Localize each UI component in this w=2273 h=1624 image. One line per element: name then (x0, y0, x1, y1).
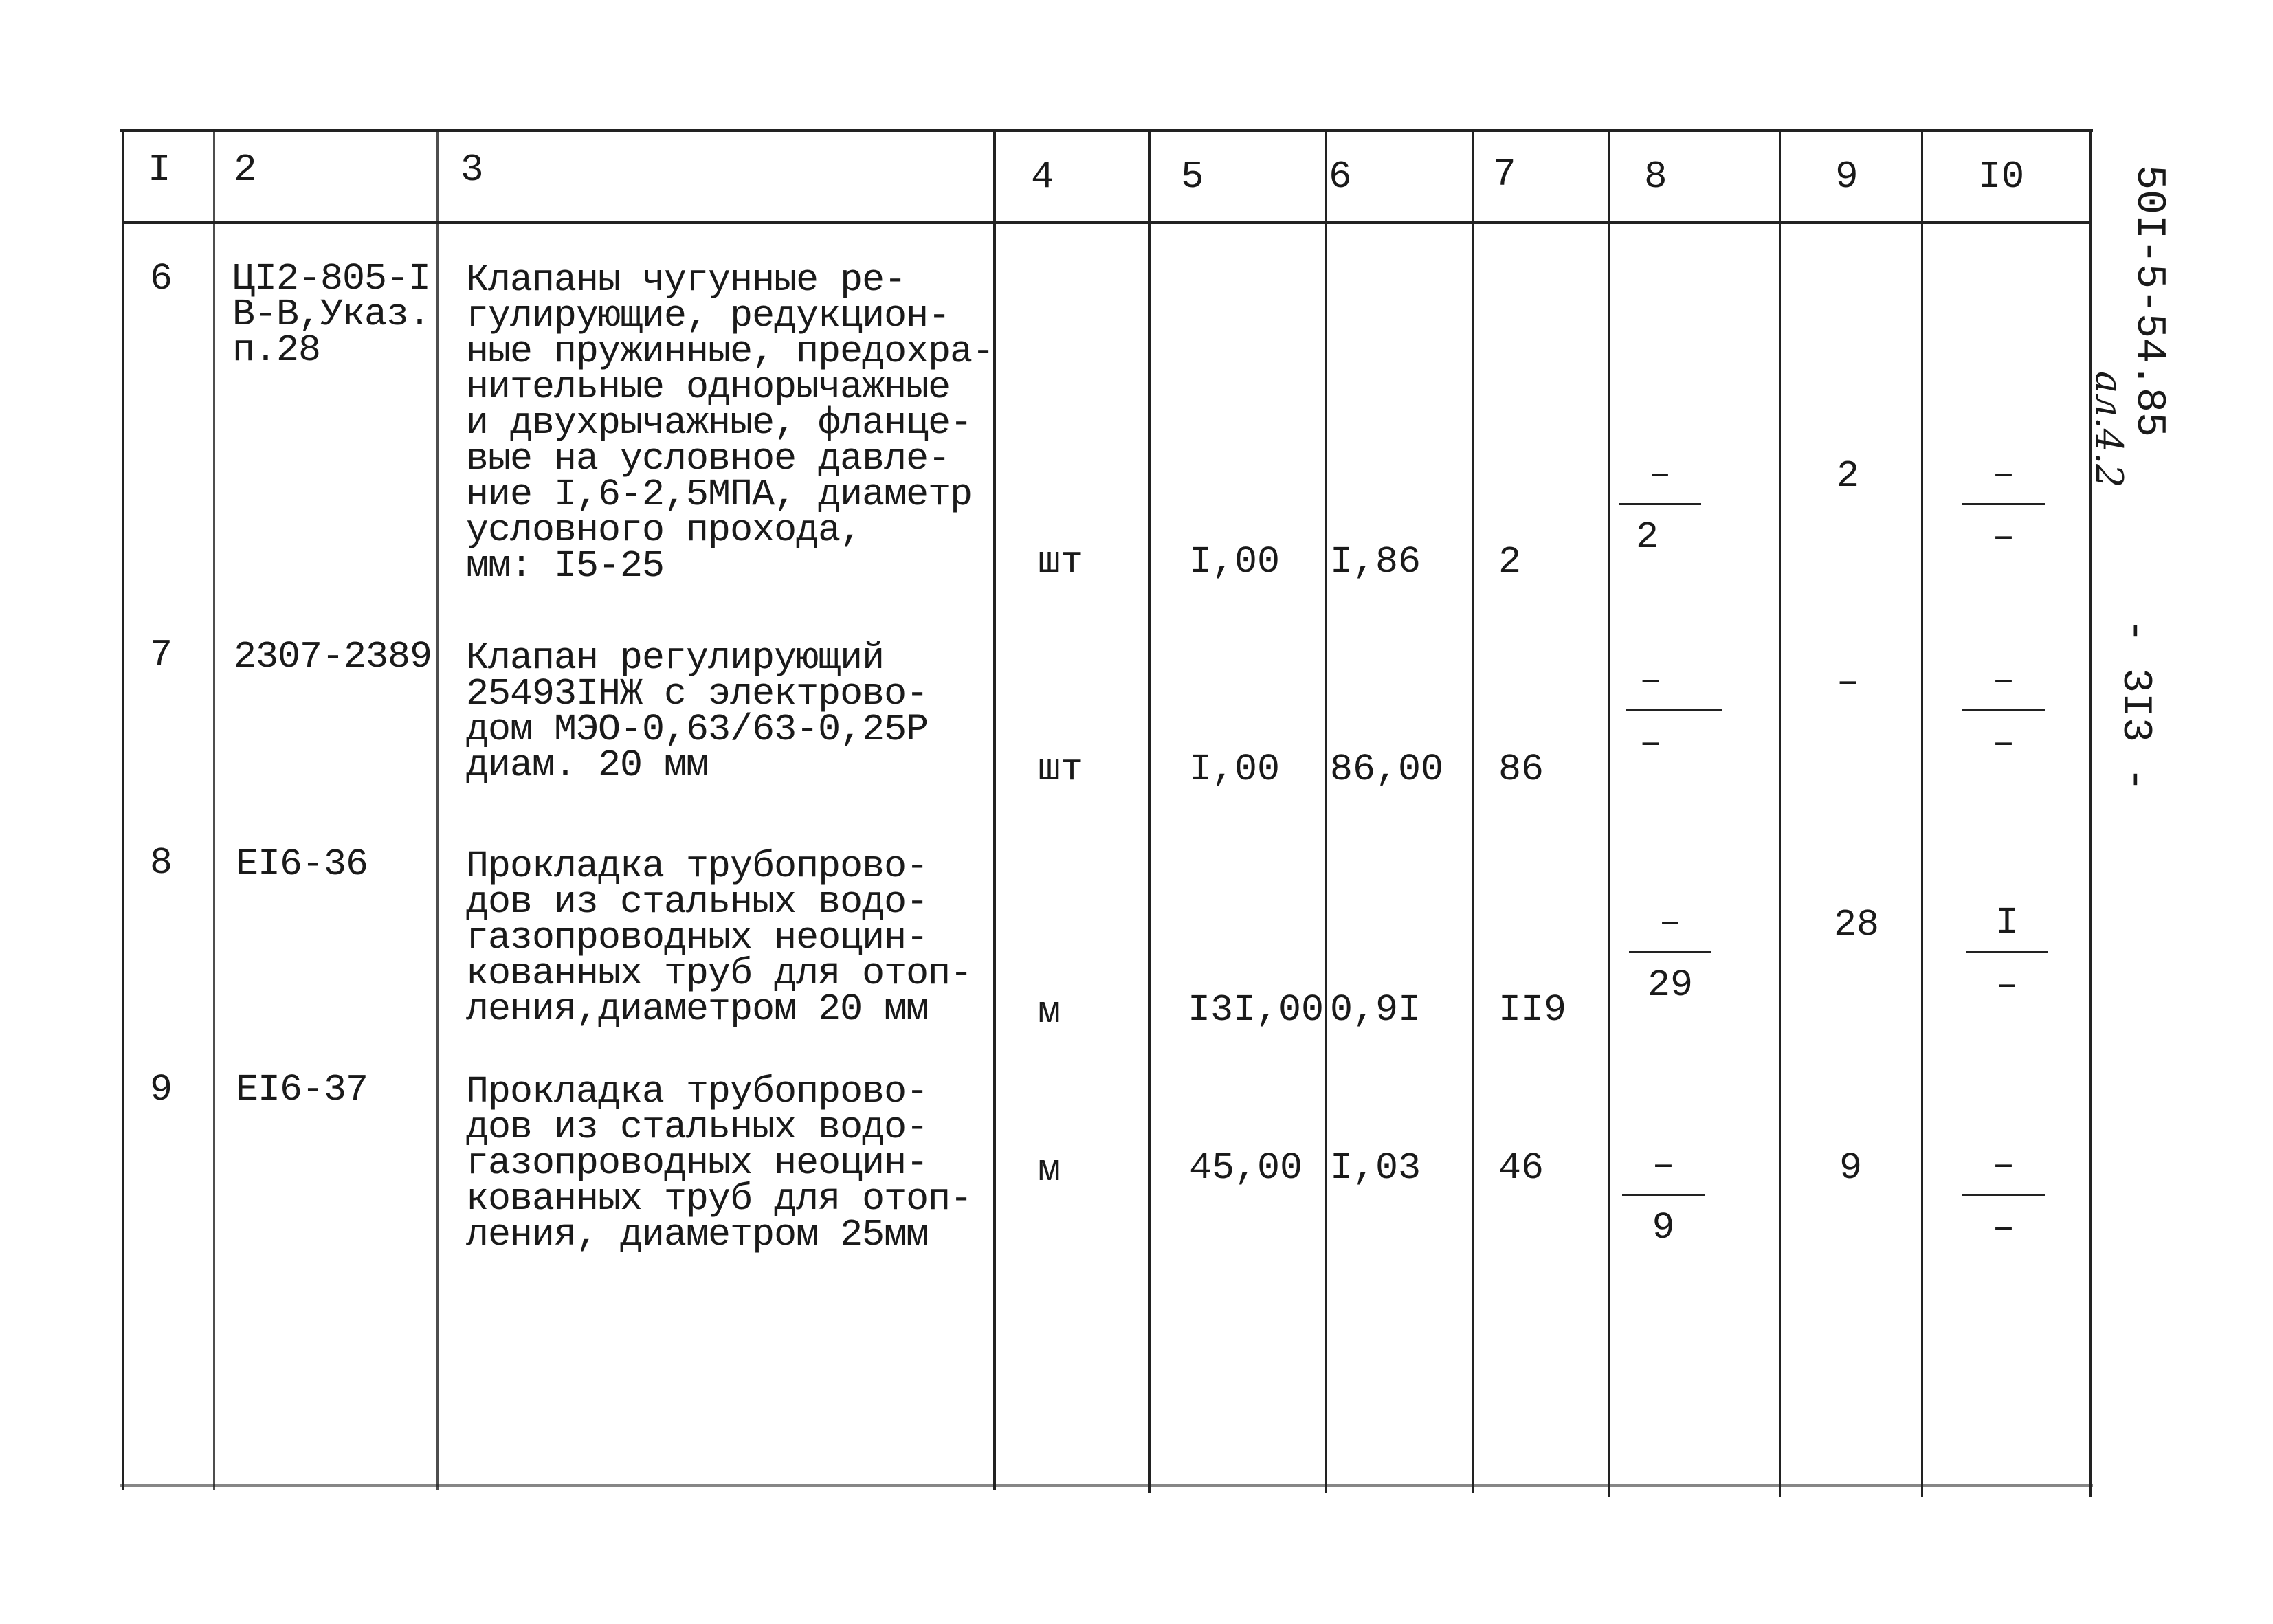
row-code: ЕI6-37 (236, 1068, 368, 1111)
row-price: 0,9I (1330, 988, 1421, 1032)
row-number: 8 (150, 841, 173, 885)
album-note: ал.4.2 (2087, 371, 2131, 488)
fraction-top: – (1992, 659, 2015, 702)
fraction-bar (1962, 503, 2045, 505)
row-col9: 28 (1834, 903, 1880, 946)
col-sep-9 (1921, 129, 1923, 1497)
row-unit: м (1038, 990, 1061, 1034)
col-sep-1 (213, 129, 215, 1490)
row-col10-fraction (1959, 454, 2048, 559)
row-col10-fraction (1959, 660, 2048, 765)
header-col-1: I (148, 148, 171, 192)
header-col-4: 4 (1031, 155, 1054, 199)
fraction-top: – (1648, 453, 1672, 496)
row-total: 86 (1498, 748, 1544, 791)
fraction-bar (1966, 951, 2048, 953)
row-code: ЦI2-805-I В-В,Указ. п.28 (232, 257, 431, 372)
row-price: 86,00 (1330, 748, 1444, 791)
header-col-5: 5 (1181, 155, 1204, 199)
fraction-top: – (1639, 659, 1663, 702)
fraction-top: – (1992, 1144, 2015, 1187)
fraction-bottom: – (1995, 964, 2019, 1007)
row-price: I,03 (1330, 1146, 1421, 1190)
bottom-border (120, 1484, 2093, 1487)
row-number: 7 (150, 633, 173, 676)
row-quantity: I,00 (1189, 540, 1280, 583)
fraction-bottom: 9 (1652, 1206, 1675, 1249)
col-sep-6 (1472, 129, 1474, 1493)
row-col10-fraction (1959, 1144, 2048, 1249)
row-description: Клапан регулирующий 25493IНЖ с электрово- дом МЭО-0,63/63-0,25Р диам. 20 мм (466, 636, 929, 787)
row-col9: 2 (1837, 454, 1860, 498)
row-col8-fraction (1622, 660, 1725, 765)
fraction-bottom: – (1992, 1206, 2015, 1249)
col-sep-10 (2089, 129, 2092, 1497)
fraction-bottom: – (1639, 722, 1663, 765)
fraction-bar (1626, 709, 1722, 711)
row-unit: шт (1038, 748, 1084, 791)
fraction-bottom: 2 (1636, 515, 1659, 559)
col-sep-2 (436, 129, 439, 1490)
row-col8-fraction (1619, 1144, 1708, 1249)
row-col9: 9 (1839, 1146, 1863, 1190)
row-total: 2 (1498, 540, 1522, 583)
header-col-10: I0 (1978, 155, 2025, 199)
row-quantity: I,00 (1189, 748, 1280, 791)
row-code: 2307-2389 (234, 635, 432, 678)
row-number: 6 (150, 257, 173, 300)
header-col-2: 2 (234, 148, 257, 192)
col-sep-5 (1325, 129, 1327, 1493)
row-col8-fraction (1615, 454, 1705, 559)
header-col-6: 6 (1329, 155, 1352, 199)
header-col-3: 3 (461, 148, 484, 192)
row-description: Прокладка трубопрово- дов из стальных водо- газопроводных неоцин- кованных труб для отоп- ления, диаметром 25мм (466, 1070, 973, 1256)
col-sep-7 (1608, 129, 1610, 1497)
header-col-8: 8 (1644, 155, 1667, 199)
row-col9: – (1837, 660, 1860, 704)
row-total: 46 (1498, 1146, 1544, 1190)
col-sep-4 (1148, 129, 1151, 1493)
header-col-7: 7 (1493, 153, 1516, 197)
document-number: 50I-5-54.85 (2125, 165, 2172, 438)
row-quantity: 45,00 (1189, 1146, 1303, 1190)
fraction-bottom: – (1992, 515, 2015, 559)
row-description: Клапаны чугунные ре- гулирующие, редукцион- ные пружинные, предохра- нительные однорычажные и двухрычажные, фланце- вые на условное давле- ние I,6-2,5МПА, диаметр условного прохода, мм: I5-25 (466, 258, 995, 588)
row-col8-fraction (1626, 902, 1715, 1007)
fraction-bottom: – (1992, 722, 2015, 765)
fraction-bar (1962, 709, 2045, 711)
row-number: 9 (150, 1068, 173, 1111)
header-bottom-border (122, 221, 2092, 224)
fraction-top: – (1659, 901, 1682, 944)
row-total: II9 (1498, 988, 1567, 1032)
fraction-top: I (1995, 901, 2019, 944)
col-sep-8 (1779, 129, 1781, 1497)
row-price: I,86 (1330, 540, 1421, 583)
header-col-9: 9 (1835, 155, 1859, 199)
fraction-bar (1619, 503, 1701, 505)
fraction-top: – (1652, 1144, 1675, 1187)
top-border (120, 129, 2093, 132)
fraction-bar (1629, 951, 1711, 953)
row-col10-fraction (1962, 902, 2052, 1007)
row-code: ЕI6-36 (236, 843, 368, 886)
fraction-top: – (1992, 453, 2015, 496)
fraction-bottom: 29 (1647, 964, 1693, 1007)
col-sep-0 (122, 129, 124, 1490)
row-unit: шт (1038, 540, 1084, 583)
page-number: - 3I3 - (2111, 619, 2158, 792)
row-description: Прокладка трубопрово- дов из стальных водо- газопроводных неоцин- кованных труб для отоп- ления,диаметром 20 мм (466, 845, 973, 1031)
fraction-bar (1622, 1194, 1705, 1196)
row-quantity: I3I,00 (1188, 988, 1324, 1032)
fraction-bar (1962, 1194, 2045, 1196)
row-unit: м (1038, 1148, 1061, 1192)
